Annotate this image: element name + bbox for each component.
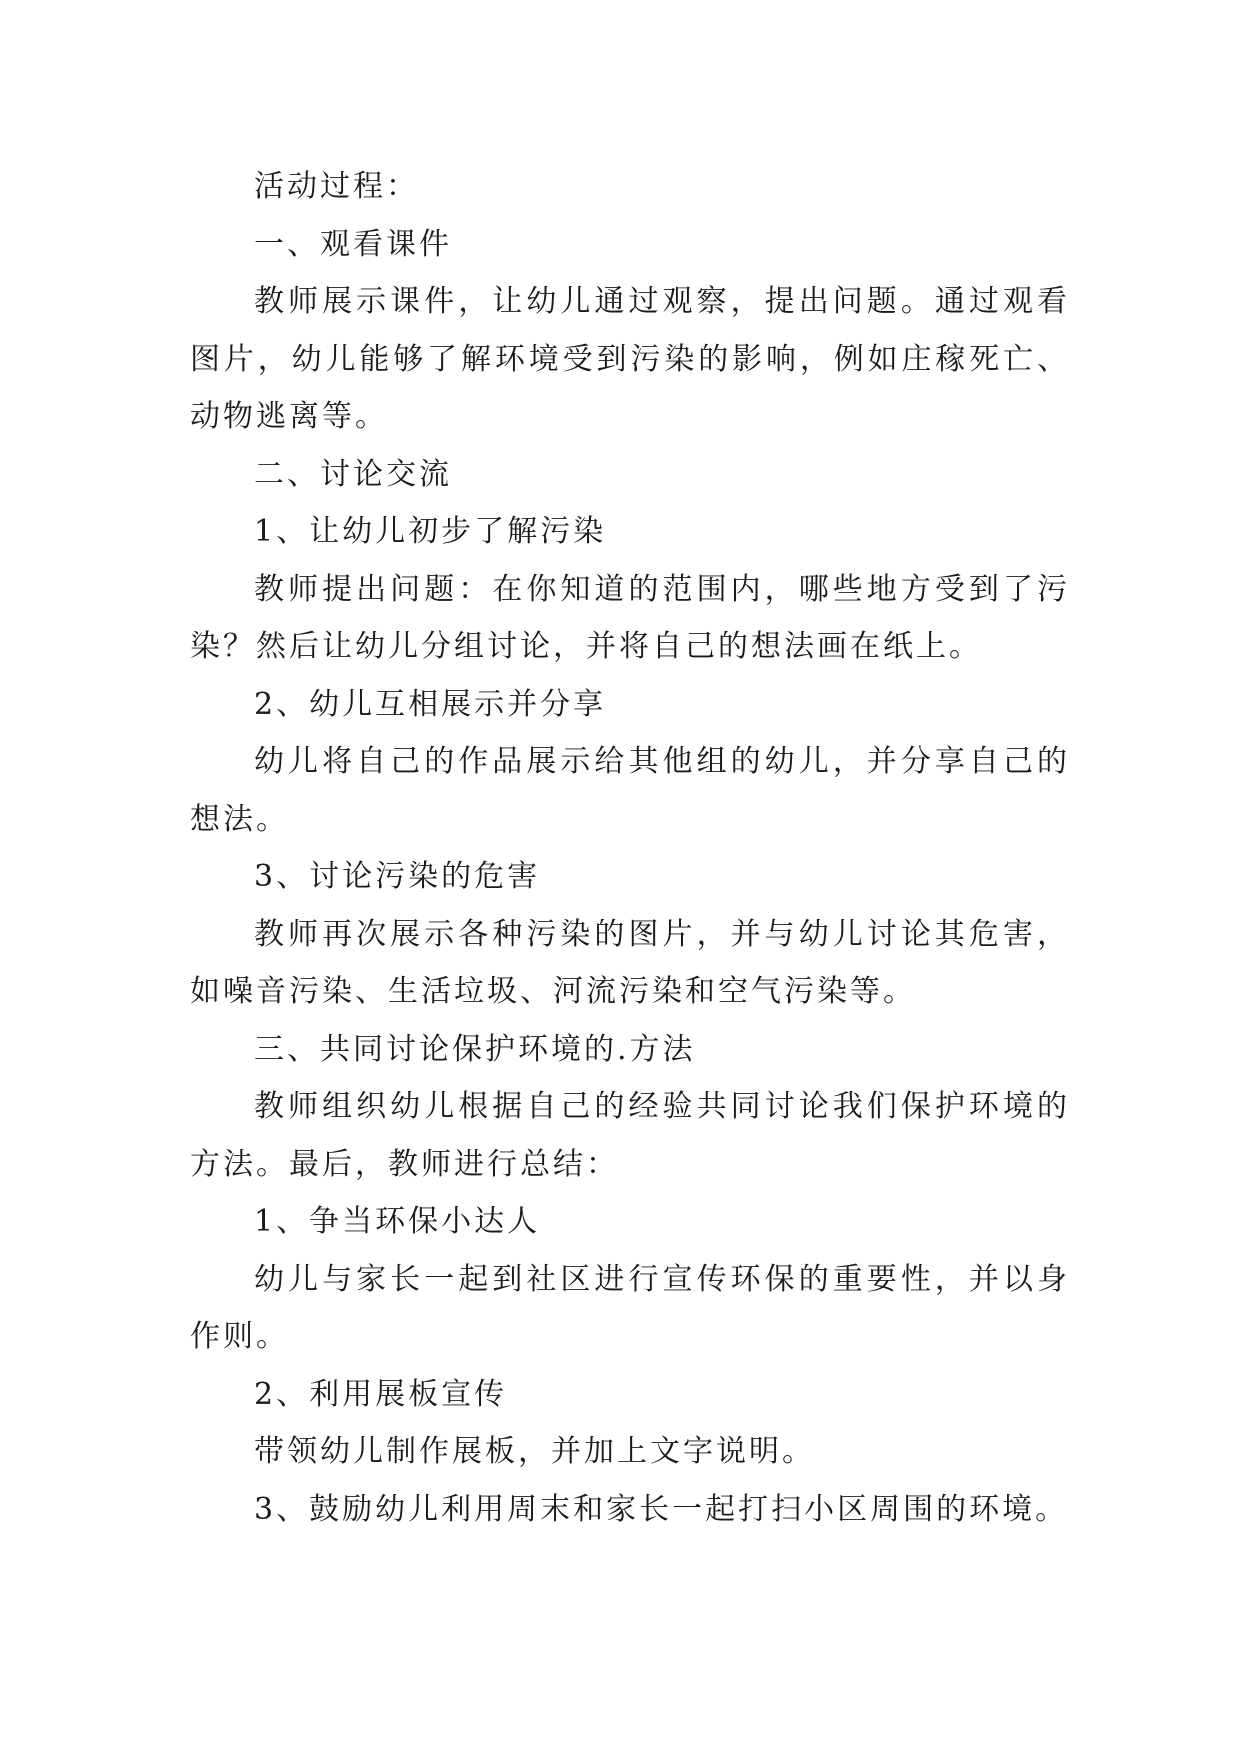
heading-activity-process: 活动过程： (254, 169, 419, 204)
paragraph: 教师组织幼儿根据自己的经验共同讨论我们保护环境的方法。最后，教师进行总结： (190, 1089, 1070, 1182)
paragraph: 教师再次展示各种污染的图片，并与幼儿讨论其危害，如噪音污染、生活垃圾、河流污染和空气污染等。 (190, 916, 1070, 1009)
section-heading-3: 三、共同讨论保护环境的.方法 (254, 1031, 696, 1067)
paragraph: 教师展示课件，让幼儿通过观察，提出问题。通过观看图片，幼儿能够了解环境受到污染的影响，例如庄稼死亡、动物逃离等。 (190, 284, 1070, 434)
paragraph: 幼儿与家长一起到社区进行宣传环保的重要性，并以身作则。 (190, 1261, 1070, 1354)
paragraph: 教师提出问题：在你知道的范围内，哪些地方受到了污染？然后让幼儿分组讨论，并将自己的想法画在纸上。 (190, 571, 1070, 664)
section-heading-2: 二、讨论交流 (254, 456, 452, 492)
paragraph: 带领幼儿制作展板，并加上文字说明。 (254, 1434, 815, 1469)
sub-heading: 2、幼儿互相展示并分享 (254, 686, 607, 722)
sub-heading: 3、鼓励幼儿利用周末和家长一起打扫小区周围的环境。 (254, 1491, 1069, 1527)
sub-heading: 1、争当环保小达人 (254, 1204, 541, 1239)
section-heading-1: 一、观看课件 (254, 226, 452, 262)
sub-heading: 3、讨论污染的危害 (254, 859, 541, 894)
paragraph: 幼儿将自己的作品展示给其他组的幼儿，并分享自己的想法。 (190, 744, 1070, 837)
document-body (190, 158, 1070, 1538)
sub-heading: 2、利用展板宣传 (254, 1376, 508, 1412)
sub-heading: 1、让幼儿初步了解污染 (254, 514, 607, 549)
